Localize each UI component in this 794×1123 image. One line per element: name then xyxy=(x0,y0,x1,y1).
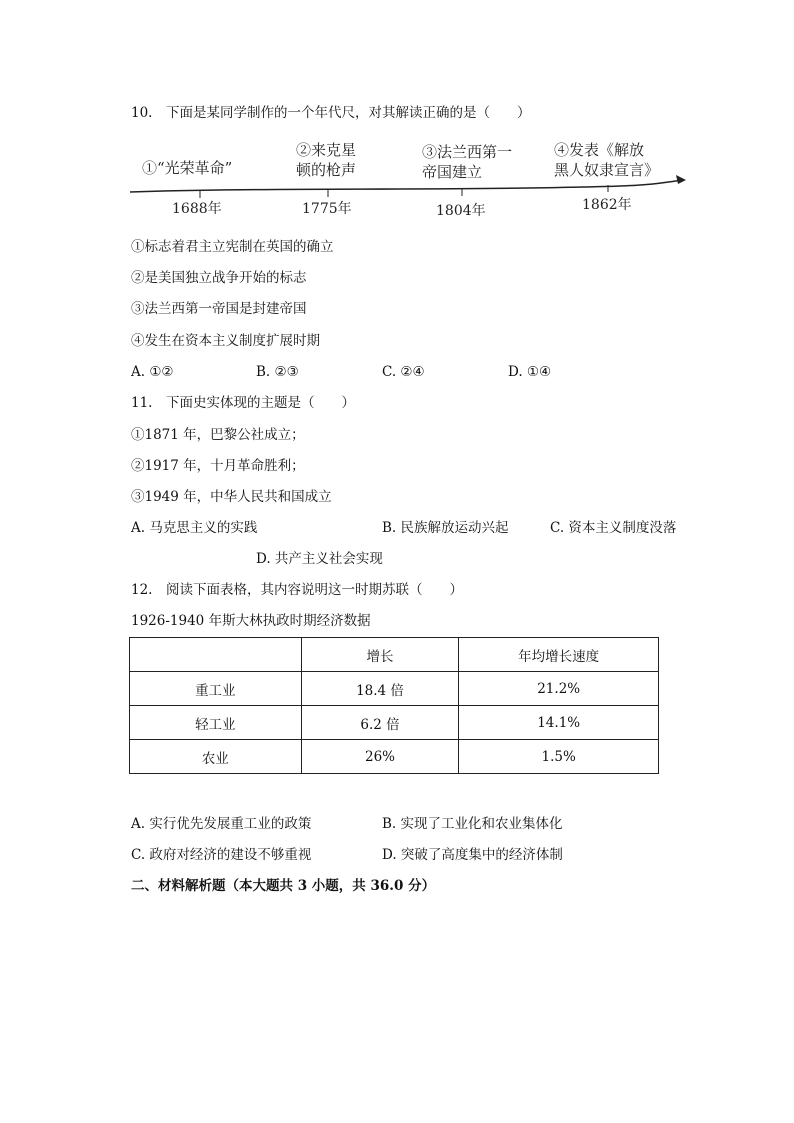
timeline-event-1-line1: ①“光荣革命” xyxy=(142,159,233,177)
timeline-event-3-line1: ③法兰西第一 xyxy=(422,143,513,161)
q12-table-caption: 1926-1940 年斯大林执政时期经济数据 xyxy=(131,613,371,629)
arrow-icon xyxy=(676,175,686,184)
q10-stem: 10. 下面是某同学制作的一个年代尺，对其解读正确的是（ ） xyxy=(131,105,531,121)
table-cell: 14.1% xyxy=(459,706,659,740)
q12-option-b[interactable]: B. 实现了工业化和农业集体化 xyxy=(382,816,563,832)
q10-statement-4: ④发生在资本主义制度扩展时期 xyxy=(131,333,320,349)
table-header-cell: 年均增长速度 xyxy=(459,638,659,672)
timeline-year-3: 1804年 xyxy=(436,203,486,219)
q11-item-3: ③1949 年，中华人民共和国成立 xyxy=(131,489,332,505)
table-header-cell: 增长 xyxy=(301,638,459,672)
timeline-event-2-line1: ②来克星 xyxy=(296,141,357,159)
q10-option-d[interactable]: D. ①④ xyxy=(508,364,552,380)
table-cell: 18.4 倍 xyxy=(301,672,459,706)
q10-statement-2: ②是美国独立战争开始的标志 xyxy=(131,270,307,286)
q10-option-b[interactable]: B. ②③ xyxy=(256,364,299,380)
q11-option-a[interactable]: A. 马克思主义的实践 xyxy=(131,520,258,536)
timeline-year-4: 1862年 xyxy=(582,197,632,213)
q12-option-c[interactable]: C. 政府对经济的建设不够重视 xyxy=(131,847,312,863)
q10-statement-1: ①标志着君主立宪制在英国的确立 xyxy=(131,239,334,255)
table-cell: 重工业 xyxy=(130,672,302,706)
timeline-year-1: 1688年 xyxy=(172,201,222,217)
timeline-event-4-line2: 黑人奴隶宣言》 xyxy=(554,161,660,179)
q11-item-2: ②1917 年，十月革命胜利； xyxy=(131,458,305,474)
q11-option-b[interactable]: B. 民族解放运动兴起 xyxy=(382,520,509,536)
q10-statement-3: ③法兰西第一帝国是封建帝国 xyxy=(131,301,307,317)
timeline-event-1 xyxy=(142,158,232,178)
q12-option-a[interactable]: A. 实行优先发展重工业的政策 xyxy=(131,816,312,832)
timeline-event-4-line1: ④发表《解放 xyxy=(554,141,645,159)
timeline-event-3-line2: 帝国建立 xyxy=(422,163,483,181)
table-row xyxy=(130,740,659,774)
q10-option-a[interactable]: A. ①② xyxy=(131,364,174,380)
timeline-year-2: 1775年 xyxy=(302,201,352,217)
table-cell: 6.2 倍 xyxy=(301,706,459,740)
table-cell: 轻工业 xyxy=(130,706,302,740)
q11-stem: 11. 下面史实体现的主题是（ ） xyxy=(131,395,355,411)
table-row xyxy=(130,672,659,706)
table-cell: 1.5% xyxy=(459,740,659,774)
q11-option-d[interactable]: D. 共产主义社会实现 xyxy=(256,551,383,567)
timeline-event-2 xyxy=(296,140,356,180)
q11-option-c[interactable]: C. 资本主义制度没落 xyxy=(550,520,677,536)
table-cell: 26% xyxy=(301,740,459,774)
table-row xyxy=(130,706,659,740)
q12-stem: 12. 阅读下面表格，其内容说明这一时期苏联（ ） xyxy=(131,582,463,598)
table-cell: 21.2% xyxy=(459,672,659,706)
q12-option-d[interactable]: D. 突破了高度集中的经济体制 xyxy=(382,847,563,863)
q10-option-c[interactable]: C. ②④ xyxy=(382,364,425,380)
table-header-cell xyxy=(130,638,302,672)
table-cell: 农业 xyxy=(130,740,302,774)
table-header-row xyxy=(130,638,659,672)
timeline-event-2-line2: 顿的枪声 xyxy=(296,161,357,179)
timeline-figure xyxy=(128,138,694,224)
timeline-event-3 xyxy=(422,142,512,182)
section2-heading: 二、材料解析题（本大题共 3 小题，共 36.0 分） xyxy=(131,878,436,894)
q11-item-1: ①1871 年，巴黎公社成立； xyxy=(131,427,305,443)
timeline-event-4 xyxy=(554,140,659,180)
economic-data-table xyxy=(129,637,659,774)
